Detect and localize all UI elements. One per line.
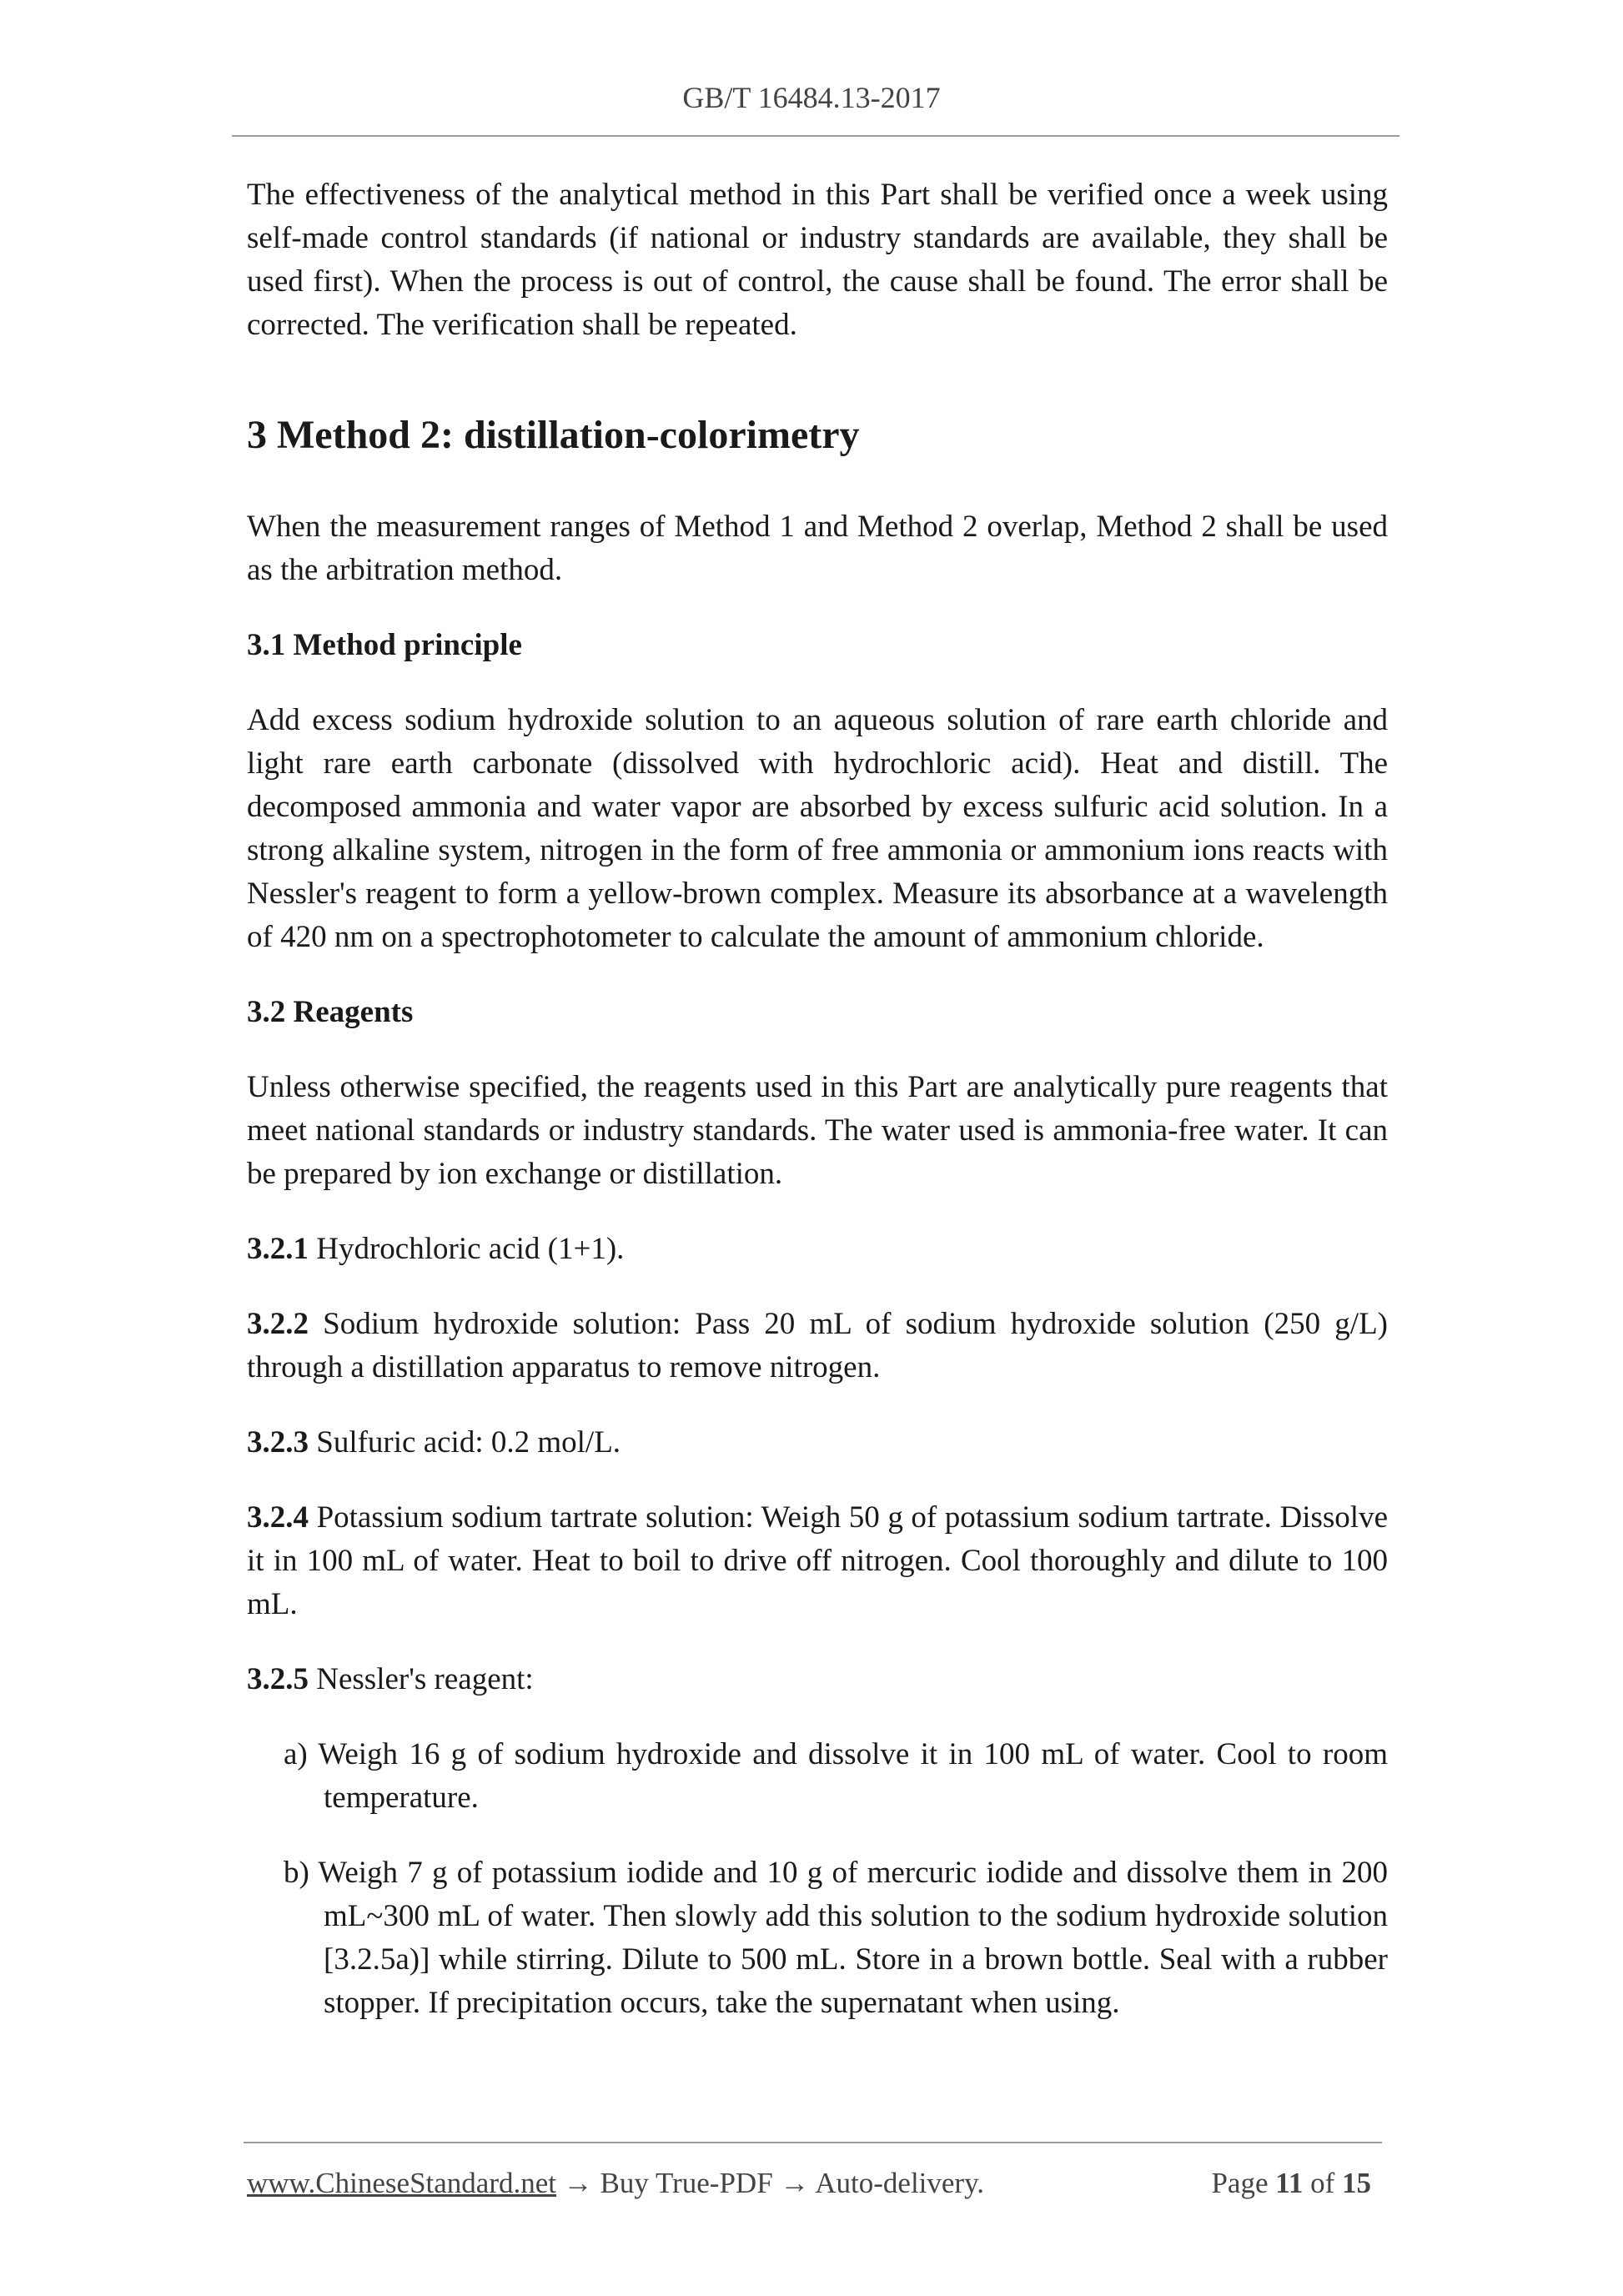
clause-number: 3.2.5 — [247, 1662, 309, 1696]
current-page: 11 — [1275, 2167, 1304, 2199]
reagent-3-2-4 — [247, 1496, 1388, 1626]
buy-text: Buy True-PDF — [600, 2167, 773, 2199]
section-3-1-heading: 3.1 Method principle — [247, 628, 522, 662]
section-3-paragraph: When the measurement ranges of Method 1 and Method 2 overlap, Method 2 shall be used as the arbitration method. — [247, 510, 1388, 587]
header-divider — [232, 135, 1399, 137]
nessler-step-b: b) Weigh 7 g of potassium iodide and 10 g of mercuric iodide and dissolve them in 200 mL~300 mL of water. Then slowly add this solution to the sodium hydroxide solution [3.2.5a)] while stirring. Dilute to 500 mL. Store in a brown bottle. Seal with a rubber stopper. If precipitation occurs, take the supernatant when using. — [284, 1856, 1388, 2020]
clause-text: Nessler's reagent: — [309, 1662, 534, 1696]
of-label: of — [1310, 2167, 1335, 2199]
header-title: GB/T 16484.13-2017 — [682, 81, 941, 114]
section-3-1-paragraph: Add excess sodium hydroxide solution to an aqueous solution of rare earth chloride and light rare earth carbonate (dissolved with hydrochloric acid). Heat and distill. The decomposed ammonia and water vapor are absorbed by excess sulfuric acid solution. In a strong alkaline system, nitrogen in the form of free ammonia or ammonium ions reacts with Nessler's reagent to form a yellow-brown complex. Measure its absorbance at a wavelength of 420 nm on a spectrophotometer to calculate the amount of ammonium chloride. — [247, 703, 1388, 954]
clause-text: Sodium hydroxide solution: Pass 20 mL of sodium hydroxide solution (250 g/L) through a distillation apparatus to remove nitrogen. — [247, 1307, 1388, 1384]
clause-number: 3.2.3 — [247, 1425, 309, 1459]
total-pages: 15 — [1342, 2167, 1371, 2199]
clause-text: Potassium sodium tartrate solution: Weigh 50 g of potassium sodium tartrate. Dissolve it in 100 mL of water. Heat to boil to drive off nitrogen. Cool thoroughly and dilute to 100 mL. — [247, 1500, 1388, 1621]
page-label: Page — [1211, 2167, 1269, 2199]
reagent-3-2-2 — [247, 1303, 1388, 1389]
clause-number: 3.2.1 — [247, 1232, 309, 1266]
reagent-3-2-5 — [247, 1658, 1388, 1701]
page-number — [1211, 2162, 1371, 2205]
clause-text: Sulfuric acid: 0.2 mol/L. — [309, 1425, 621, 1459]
clause-number: 3.2.2 — [247, 1307, 309, 1341]
arrow-icon: → — [780, 2167, 810, 2199]
reagent-3-2-3 — [247, 1421, 1388, 1465]
clause-number: 3.2.4 — [247, 1500, 309, 1535]
section-3-2-paragraph: Unless otherwise specified, the reagents used in this Part are analytically pure reagents that meet national standards or industry standards. The water used is ammonia-free water. It can be prepared by ion exchange or distillation. — [247, 1070, 1388, 1191]
page-content — [247, 173, 1388, 2025]
clause-text: Hydrochloric acid (1+1). — [309, 1232, 625, 1266]
nessler-step-a: a) Weigh 16 g of sodium hydroxide and dissolve it in 100 mL of water. Cool to room temperature. — [284, 1737, 1388, 1815]
section-3-2-heading: 3.2 Reagents — [247, 995, 414, 1029]
footer-promo — [247, 2162, 984, 2205]
arrow-icon: → — [563, 2167, 593, 2199]
website-link[interactable]: www.ChineseStandard.net — [247, 2167, 556, 2199]
section-3-heading: 3 Method 2: distillation-colorimetry — [247, 413, 860, 457]
reagent-3-2-1 — [247, 1228, 1388, 1271]
delivery-text: Auto-delivery. — [815, 2167, 985, 2199]
intro-paragraph: The effectiveness of the analytical method in this Part shall be verified once a week using self-made control standards (if national or industry standards are available, they shall be used first). When the process is out of control, the cause shall be found. The error shall be corrected. The verification shall be repeated. — [247, 178, 1388, 342]
footer-divider — [244, 2142, 1382, 2143]
